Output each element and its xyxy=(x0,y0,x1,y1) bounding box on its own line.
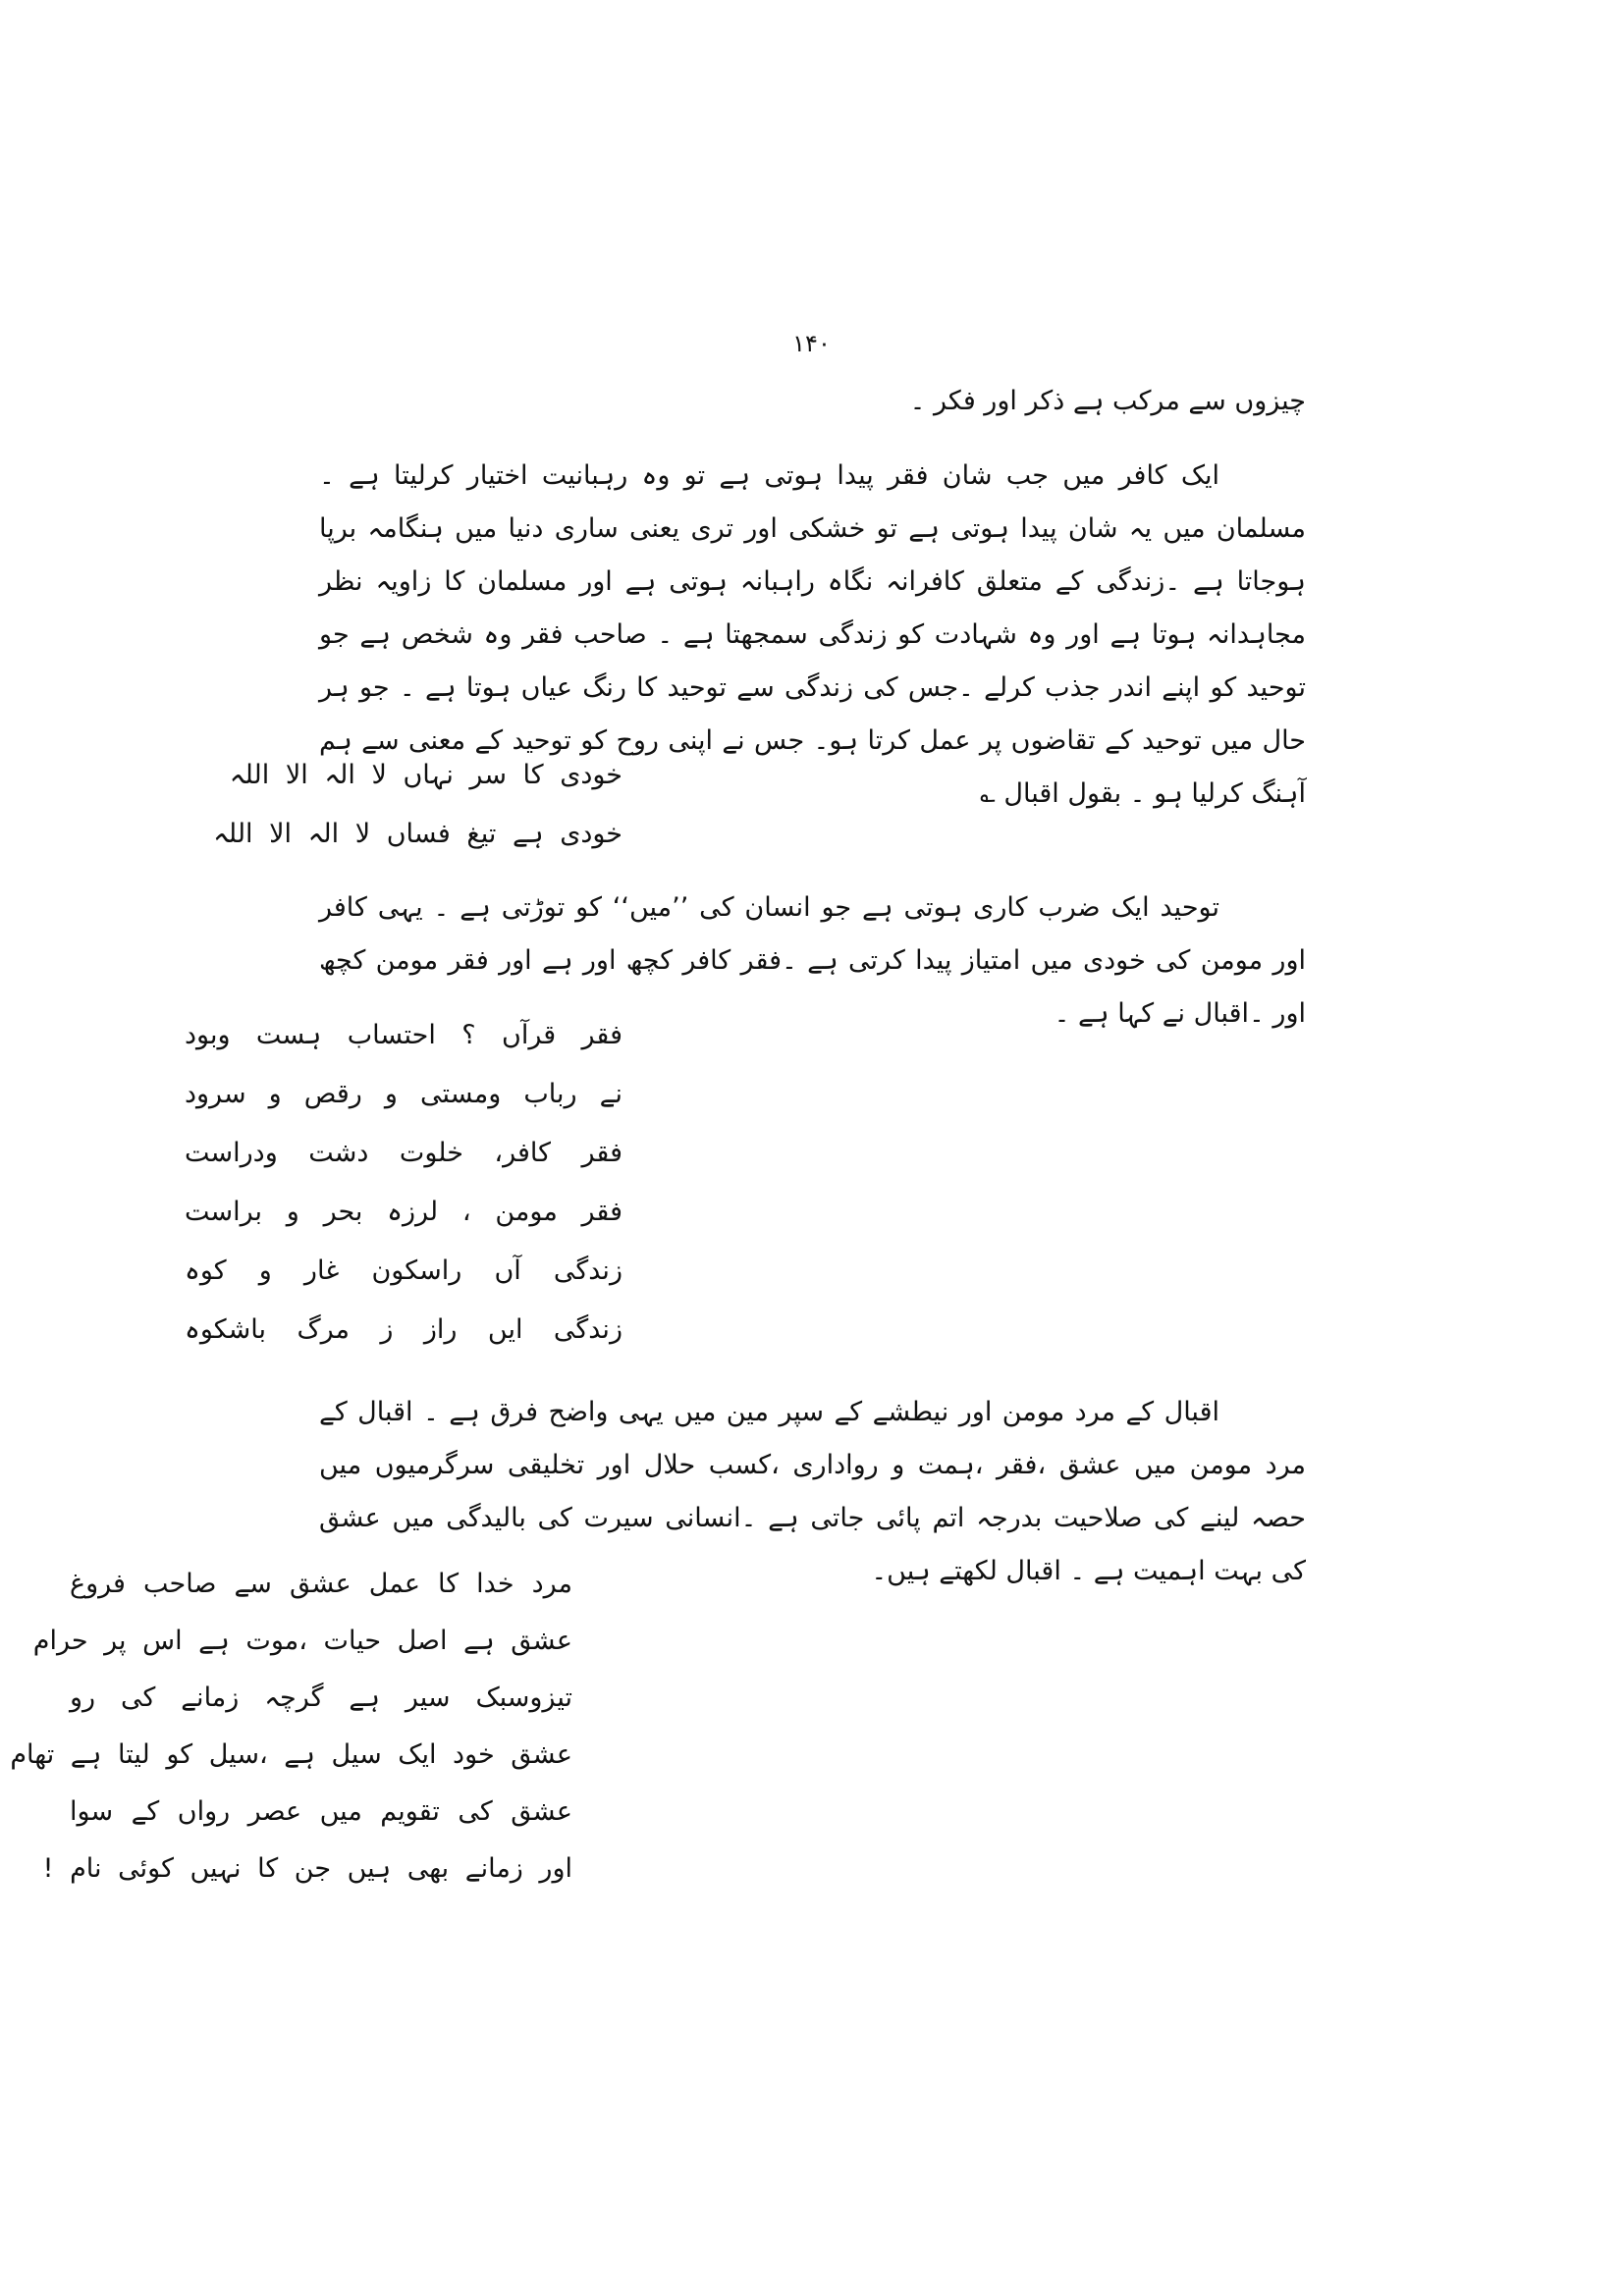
verse-line: فقر کافر، خلوت دشت ودراست xyxy=(185,1138,622,1168)
verse-line: تیزوسبک سیر ہے گرچہ زمانے کی رو xyxy=(70,1682,572,1713)
paragraph-text: ایک کافر میں جب شان فقر پیدا ہوتی ہے تو وہ رہبانیت اختیار کرلیتا ہے ۔مسلمان میں یہ شان پیدا ہوتی ہے تو خشکی اور تری یعنی ساری دنیا میں ہنگامہ برپا ہوجاتا ہے ۔زندگی کے متعلق کافرانہ نگاہ راہبانہ ہوتی ہے اور مسلمان کا زاویہ نظر مجاہدانہ ہوتا ہے اور وہ شہادت کو زندگی سمجھتا ہے ۔ صاحب فقر وہ شخص ہے جو توحید کو اپنے اندر جذب کرلے ۔جس کی زندگی سے توحید کا رنگ عیاں ہوتا ہے ۔ جو ہر حال میں توحید کے تقاضوں پر عمل کرتا ہو۔ جس نے اپنی روح کو توحید کے معنی سے ہم آہنگ کرلیا ہو ۔ بقول اقبال ؎ xyxy=(319,460,1306,809)
verse-block-khudi xyxy=(213,746,622,864)
verse-line: زندگی ایں راز ز مرگ باشکوہ xyxy=(185,1314,622,1345)
verse-line: عشق خود ایک سیل ہے ،سیل کو لیتا ہے تھام xyxy=(10,1739,572,1770)
verse-line: زندگی آں راسکون غار و کوہ xyxy=(185,1255,622,1286)
paragraph-text: اقبال کے مرد مومن اور نیطشے کے سپر مین میں یہی واضح فرق ہے ۔ اقبال کے مرد مومن میں عشق ،فقر ،ہمت و رواداری ،کسب حلال اور تخلیقی سرگرمیوں میں حصہ لینے کی صلاحیت بدرجہ اتم پائی جاتی ہے ۔انسانی سیرت کی بالیدگی میں عشق کی بہت اہمیت ہے ۔ اقبال لکھتے ہیں۔ xyxy=(319,1397,1306,1586)
verse-block-ishq xyxy=(10,1556,572,1897)
page-number: ۱۴۰ xyxy=(792,330,831,357)
paragraph-text: توحید ایک ضرب کاری ہوتی ہے جو انسان کی ’’میں‘‘ کو توڑتی ہے ۔ یہی کافر اور مومن کی خودی میں امتیاز پیدا کرتی ہے ۔فقر کافر کچھ اور ہے اور فقر مومن کچھ اور ۔اقبال نے کہا ہے ۔ xyxy=(319,892,1306,1029)
verse-line: خودی کا سر نہاں لا الہ الا اللہ xyxy=(229,760,622,790)
verse-line: نے رباب ومستی و رقص و سرود xyxy=(185,1079,622,1109)
verse-line: مرد خدا کا عمل عشق سے صاحب فروغ xyxy=(70,1569,572,1599)
verse-line: فقر مومن ، لرزہ بحر و براست xyxy=(185,1197,622,1227)
verse-line: خودی ہے تیغ فساں لا الہ الا اللہ xyxy=(213,819,622,849)
verse-line: فقر قرآں ؟ احتساب ہست وبود xyxy=(185,1020,622,1050)
verse-line: عشق کی تقویم میں عصر رواں کے سوا xyxy=(70,1796,572,1827)
paragraph-continuation xyxy=(319,375,1306,428)
verse-line: اور زمانے بھی ہیں جن کا نہیں کوئی نام ! xyxy=(42,1853,572,1884)
verse-block-faqr xyxy=(185,1006,622,1360)
verse-line: عشق ہے اصل حیات ،موت ہے اس پر حرام xyxy=(32,1626,572,1656)
paragraph-text: چیزوں سے مرکب ہے ذکر اور فکر ۔ xyxy=(909,386,1306,416)
